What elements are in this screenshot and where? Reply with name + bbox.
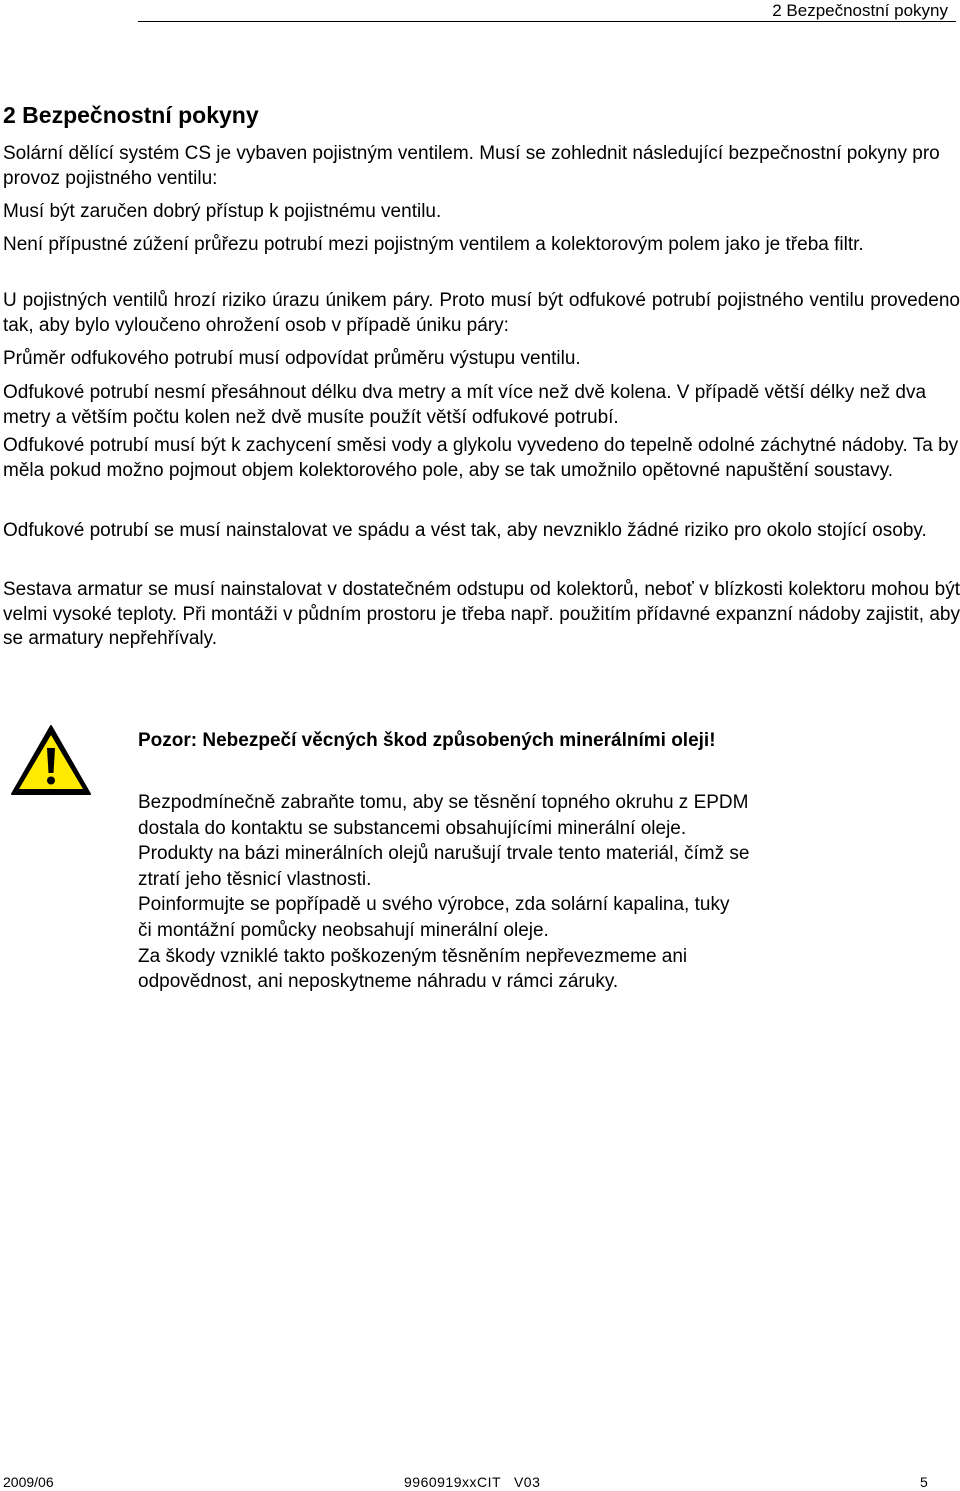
warning-line: Produkty na bázi minerálních olejů narušují trvale tento materiál, čímž se [138,843,750,865]
paragraph-access: Musí být zaručen dobrý přístup k pojistnému ventilu. [3,201,442,222]
paragraph-pipe-length: Odfukové potrubí nesmí přesáhnout délku dva metry a mít více než dvě kolena. V případě větší délky než dva metry a větším počtu kolen než dvě musíte použít větší odfukové potrubí. [3,382,927,428]
paragraph-fittings-distance: Sestava armatur se musí nainstalovat v dostatečném odstupu od kolektorů, neboť v blízkosti kolektoru mohou být velmi vysoké teploty. Při montáži v půdním prostoru je třeba např. použitím přídavné expanzní nádoby zajistit, aby se armatury nepřehřívaly. [3,579,960,649]
paragraph-collection-vessel: Odfukové potrubí musí být k zachycení směsi vody a glykolu vyvedeno do tepelně odolné záchytné nádoby. Ta by měla pokud možno pojmout objem kolektorového pole, aby se tak umožnilo opětovné napuštění soustavy. [3,435,959,481]
warning-exclamation-dot [47,777,55,785]
paragraph-intro: Solární dělící systém CS je vybaven pojistným ventilem. Musí se zohlednit následující bezpečnostní pokyny pro provoz pojistného ventilu: [3,143,940,189]
paragraph-no-narrowing: Není přípustné zúžení průřezu potrubí mezi pojistným ventilem a kolektorovým polem jako je třeba filtr. [3,234,864,255]
footer-doc-code: 9960919xxCIT V03 [404,1474,541,1490]
warning-body [138,790,858,995]
footer-date: 2009/06 [3,1474,54,1490]
warning-title: Pozor: Nebezpečí věcných škod způsobených minerálními oleji! [138,730,716,751]
section-title: 2 Bezpečnostní pokyny [3,102,259,128]
warning-line: dostala do kontaktu se substancemi obsahujícími minerální oleje. [138,817,687,839]
paragraph-steam-risk: U pojistných ventilů hrozí riziko úrazu únikem páry. Proto musí být odfukové potrubí pojistného ventilu provedeno tak, aby bylo vyloučeno ohrožení osob v případě úniku páry: [3,290,960,336]
warning-line: či montážní pomůcky neobsahují minerální oleje. [138,919,549,941]
header-rule [138,21,956,22]
warning-line: ztratí jeho těsnicí vlastnosti. [138,868,372,890]
warning-line: Poinformujte se popřípadě u svého výrobce, zda solární kapalina, tuky [138,894,730,916]
running-header: 2 Bezpečnostní pokyny [772,1,948,20]
warning-line: odpovědnost, ani neposkytneme náhradu v rámci záruky. [138,971,619,993]
paragraph-pipe-diameter: Průměr odfukového potrubí musí odpovídat průměru výstupu ventilu. [3,348,581,369]
footer-page-number: 5 [920,1474,928,1490]
warning-line: Za škody vzniklé takto poškozeným těsněním nepřevezmeme ani [138,945,688,967]
paragraph-slope: Odfukové potrubí se musí nainstalovat ve spádu a vést tak, aby nevzniklo žádné riziko pro okolo stojící osoby. [3,520,927,541]
warning-line: Bezpodmínečně zabraňte tomu, aby se těsnění topného okruhu z EPDM [138,792,749,813]
warning-triangle-icon [10,724,92,796]
